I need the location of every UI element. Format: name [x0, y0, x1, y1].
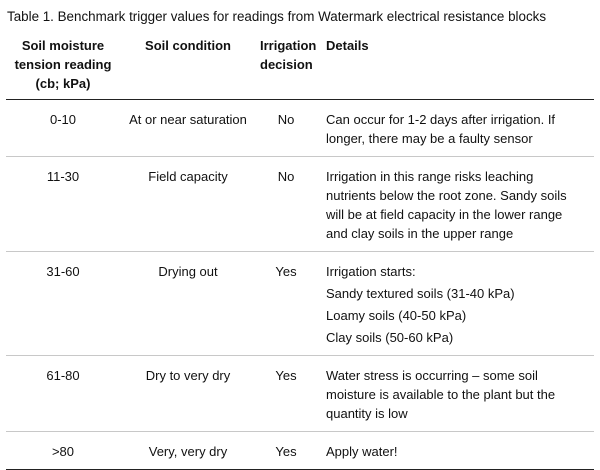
details-line: longer, there may be a faulty sensor: [326, 131, 533, 146]
cell-condition: Drying out: [120, 252, 256, 356]
details-subline: Loamy soils (40-50 kPa): [326, 308, 467, 323]
cell-details: [316, 432, 594, 470]
cell-decision: Yes: [256, 252, 316, 356]
table-row: [6, 157, 594, 252]
cell-condition: Very, very dry: [120, 432, 256, 470]
details-line: will be at field capacity in the lower range: [326, 207, 563, 222]
table-row: [6, 432, 594, 470]
cell-condition: Field capacity: [120, 157, 256, 252]
details-line: moisture is available to the plant but the: [326, 387, 556, 402]
trigger-values-table: [6, 36, 594, 470]
cell-details: [316, 157, 594, 252]
table-row: [6, 252, 594, 356]
details-line: and clay soils in the upper range: [326, 226, 514, 241]
header-reading-line: tension reading: [14, 57, 112, 72]
header-decision: [256, 36, 316, 100]
cell-reading: 31-60: [6, 252, 120, 356]
details-line: quantity is low: [326, 406, 408, 421]
cell-decision: No: [256, 100, 316, 157]
cell-details: [316, 252, 594, 356]
table-caption: Table 1. Benchmark trigger values for readings from Watermark electrical resistance blocks: [7, 9, 547, 24]
cell-reading: >80: [6, 432, 120, 470]
cell-condition: At or near saturation: [120, 100, 256, 157]
header-details: Details: [316, 36, 594, 100]
header-decision-line: decision: [260, 57, 313, 72]
cell-decision: Yes: [256, 432, 316, 470]
details-line: nutrients below the root zone. Sandy soils: [326, 188, 567, 203]
table-row: [6, 356, 594, 432]
header-reading-line: (cb; kPa): [35, 76, 91, 91]
details-line: Apply water!: [326, 444, 398, 459]
cell-decision: No: [256, 157, 316, 252]
table-row: [6, 100, 594, 157]
cell-reading: 61-80: [6, 356, 120, 432]
cell-details: [316, 356, 594, 432]
header-row: [6, 36, 594, 100]
details-subline: Clay soils (50-60 kPa): [326, 330, 454, 345]
details-line: Irrigation in this range risks leaching: [326, 169, 534, 184]
cell-decision: Yes: [256, 356, 316, 432]
header-decision-line: Irrigation: [260, 38, 317, 53]
details-line: Water stress is occurring – some soil: [326, 368, 538, 383]
details-line: Irrigation starts:: [326, 264, 416, 279]
details-subline: Sandy textured soils (31-40 kPa): [326, 286, 515, 301]
header-reading-line: Soil moisture: [21, 38, 105, 53]
cell-reading: 11-30: [6, 157, 120, 252]
header-condition: Soil condition: [120, 36, 256, 100]
cell-condition: Dry to very dry: [120, 356, 256, 432]
cell-details: [316, 100, 594, 157]
header-reading: [6, 36, 120, 100]
cell-reading: 0-10: [6, 100, 120, 157]
details-line: Can occur for 1-2 days after irrigation. If: [326, 112, 556, 127]
